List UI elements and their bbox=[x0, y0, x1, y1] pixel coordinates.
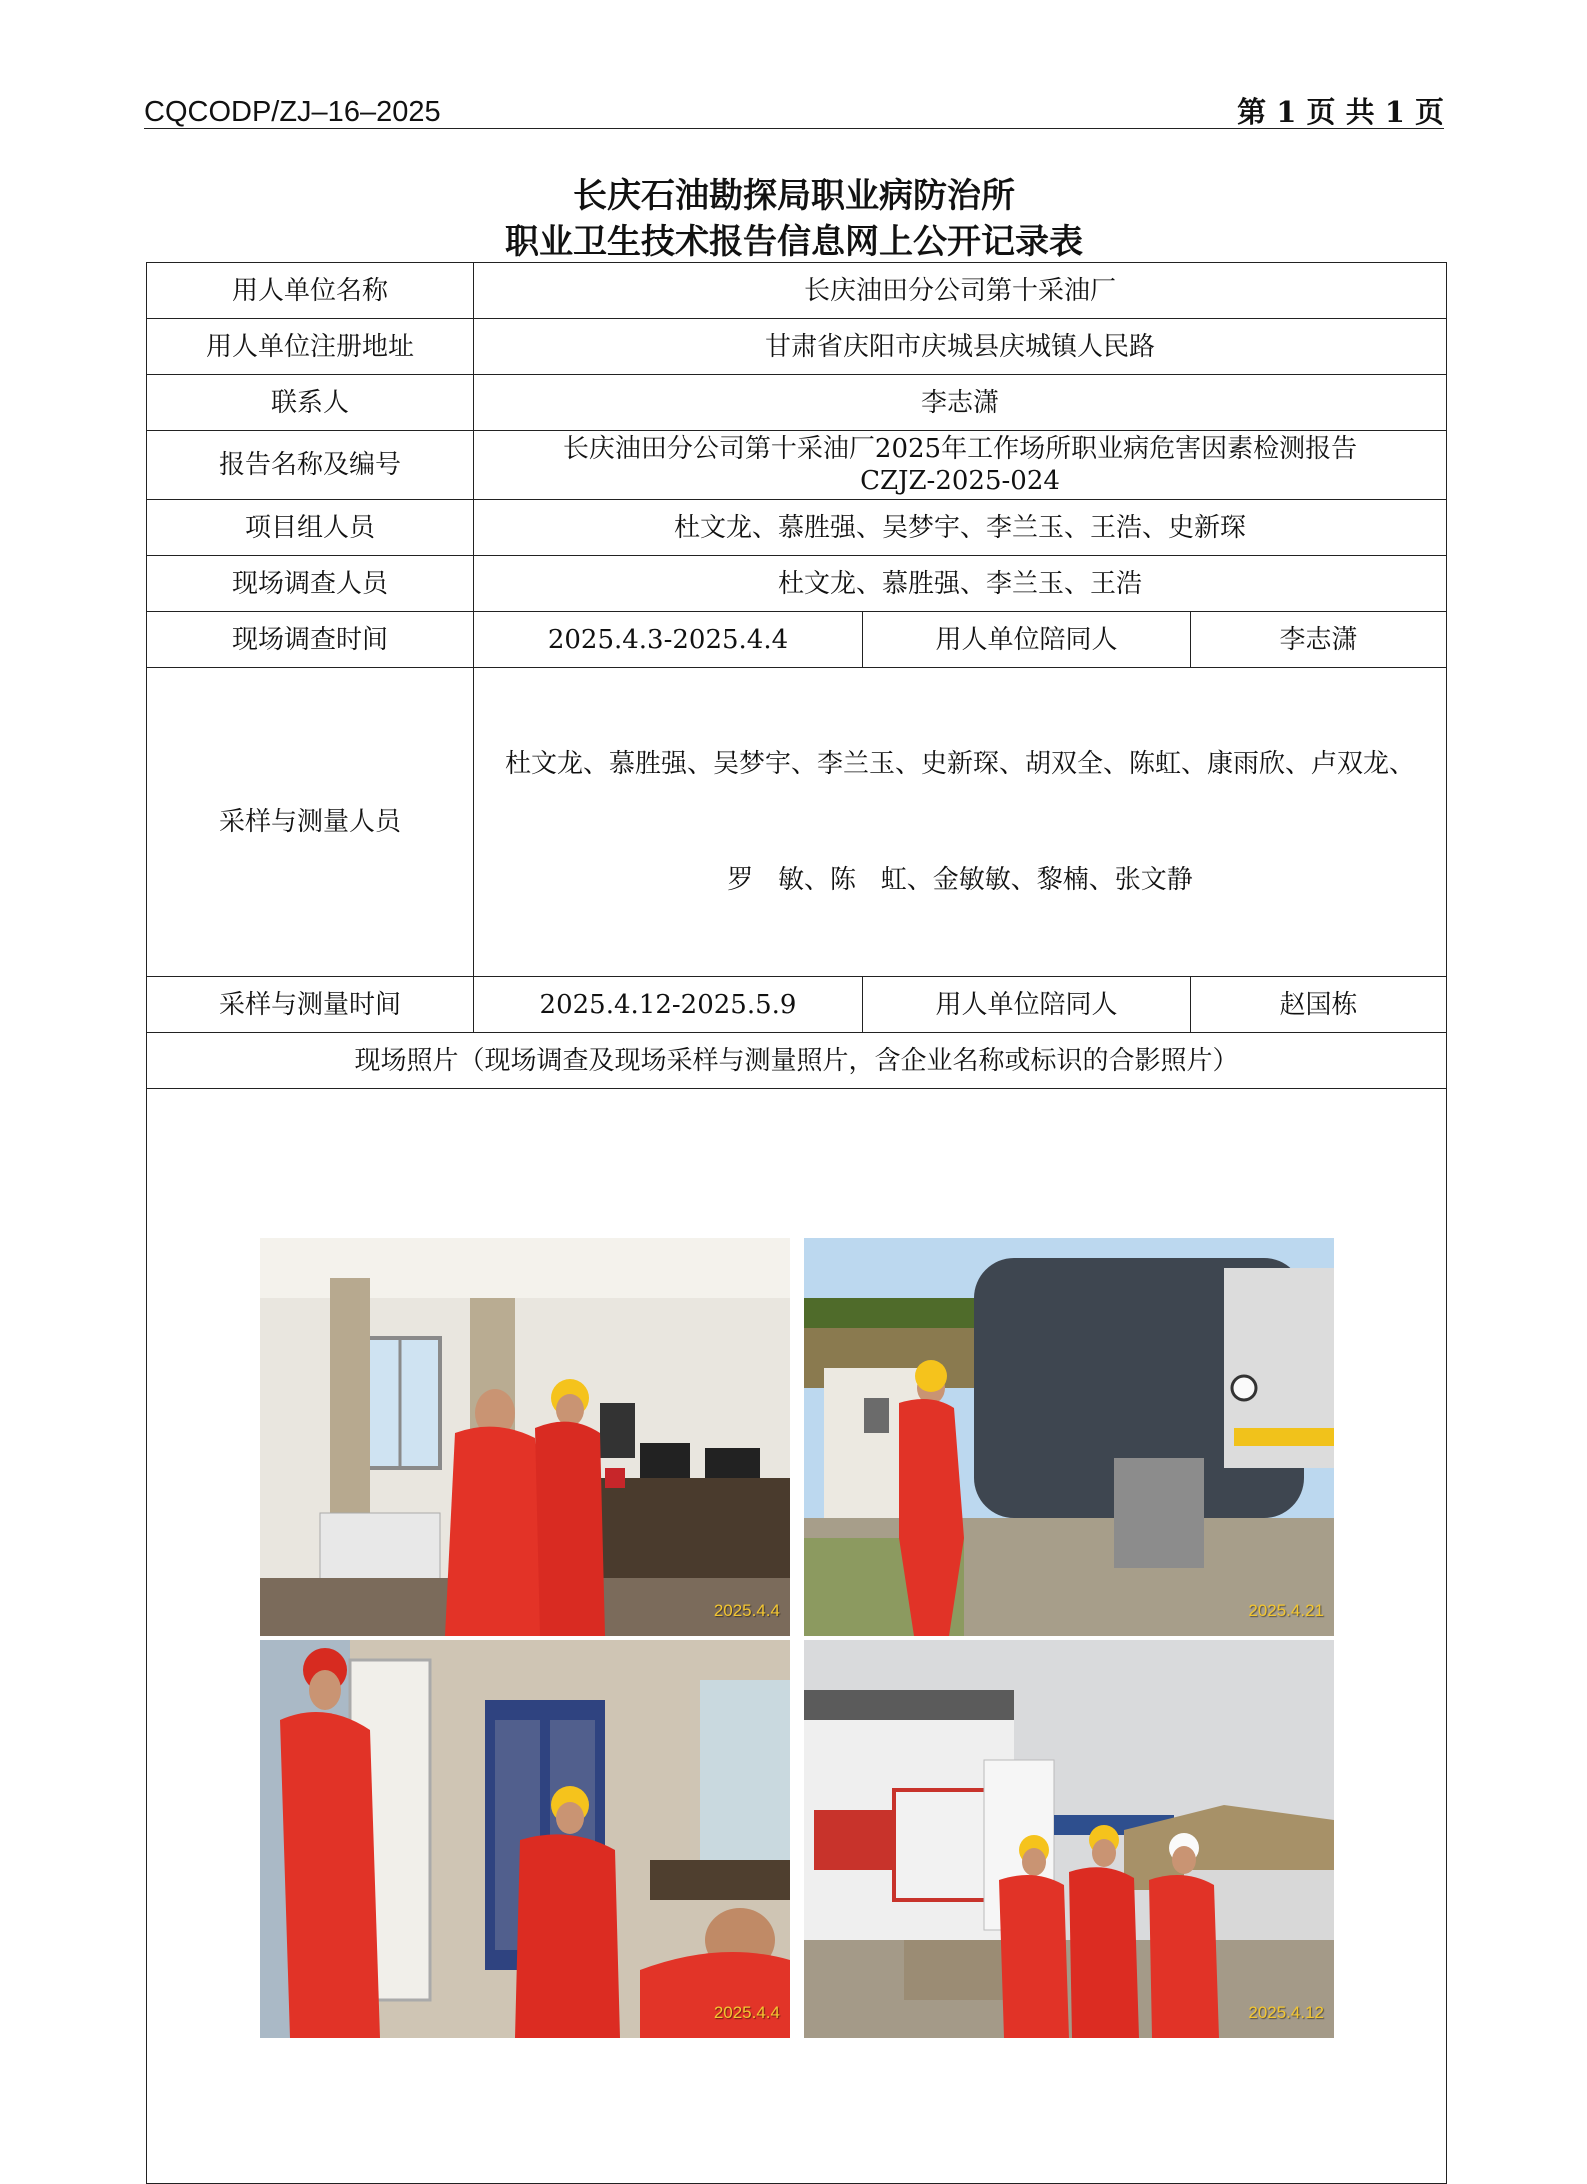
employer-name-value: 长庆油田分公司第十采油厂 bbox=[474, 263, 1447, 319]
address-label: 用人单位注册地址 bbox=[147, 319, 474, 375]
site-photo-equipment bbox=[804, 1238, 1334, 1636]
contact-label: 联系人 bbox=[147, 375, 474, 431]
contact-value: 李志潇 bbox=[474, 375, 1447, 431]
office-scene-image bbox=[260, 1238, 790, 1636]
team-label: 项目组人员 bbox=[147, 500, 474, 556]
site-photo-office bbox=[260, 1238, 790, 1636]
photo-date: 2025.4.21 bbox=[1248, 1601, 1324, 1620]
guardroom-scene-image bbox=[260, 1640, 790, 2038]
table-row bbox=[147, 556, 1447, 612]
table-row bbox=[147, 263, 1447, 319]
table-row bbox=[147, 1033, 1447, 1089]
sampling-staff-line1: 杜文龙、慕胜强、吴梦宇、李兰玉、史新琛、胡双全、陈虹、康雨欣、卢双龙、 bbox=[505, 749, 1416, 779]
document-title-line2: 职业卫生技术报告信息网上公开记录表 bbox=[505, 222, 1083, 262]
sampling-staff-line2: 罗 敏、陈 虹、金敏敏、黎楠、张文静 bbox=[727, 865, 1193, 895]
survey-time-value: 2025.4.3-2025.4.4 bbox=[474, 612, 863, 668]
site-photo-guardroom bbox=[260, 1640, 790, 2038]
report-value bbox=[474, 431, 1447, 500]
photos-cell bbox=[147, 1089, 1447, 2184]
employer-name-label: 用人单位名称 bbox=[147, 263, 474, 319]
table-row bbox=[147, 500, 1447, 556]
photos-label: 现场照片（现场调查及现场采样与测量照片，含企业名称或标识的合影照片） bbox=[147, 1033, 1447, 1089]
report-code: CZJZ-2025-024 bbox=[860, 466, 1060, 496]
page-number: 第 1 页 共 1 页 bbox=[1237, 95, 1444, 129]
document-title-line1: 长庆石油勘探局职业病防治所 bbox=[573, 176, 1015, 216]
table-row bbox=[147, 977, 1447, 1033]
table-row bbox=[147, 668, 1447, 977]
table-row bbox=[147, 319, 1447, 375]
survey-escort-value: 李志潇 bbox=[1191, 612, 1447, 668]
sampling-time-value: 2025.4.12-2025.5.9 bbox=[474, 977, 863, 1033]
table-row bbox=[147, 1089, 1447, 2184]
photo-grid bbox=[260, 1238, 1334, 2038]
photo-date: 2025.4.4 bbox=[713, 2003, 780, 2022]
sampling-escort-value: 赵国栋 bbox=[1191, 977, 1447, 1033]
survey-staff-label: 现场调查人员 bbox=[147, 556, 474, 612]
group-scene-image bbox=[804, 1640, 1334, 2038]
table-row bbox=[147, 612, 1447, 668]
table-row bbox=[147, 431, 1447, 500]
sampling-time-label: 采样与测量时间 bbox=[147, 977, 474, 1033]
equipment-scene-image bbox=[804, 1238, 1334, 1636]
sampling-staff-label: 采样与测量人员 bbox=[147, 668, 474, 977]
address-value: 甘肃省庆阳市庆城县庆城镇人民路 bbox=[474, 319, 1447, 375]
survey-escort-label: 用人单位陪同人 bbox=[863, 612, 1191, 668]
team-value: 杜文龙、慕胜强、吴梦宇、李兰玉、王浩、史新琛 bbox=[474, 500, 1447, 556]
report-name: 长庆油田分公司第十采油厂2025年工作场所职业病危害因素检测报告 bbox=[562, 434, 1358, 464]
table-row bbox=[147, 375, 1447, 431]
document-code: CQCODP/ZJ–16–2025 bbox=[144, 96, 441, 128]
report-label: 报告名称及编号 bbox=[147, 431, 474, 500]
survey-staff-value: 杜文龙、慕胜强、李兰玉、王浩 bbox=[474, 556, 1447, 612]
sampling-escort-label: 用人单位陪同人 bbox=[863, 977, 1191, 1033]
photo-date: 2025.4.12 bbox=[1248, 2003, 1324, 2022]
photo-date: 2025.4.4 bbox=[713, 1601, 780, 1620]
page-header bbox=[144, 96, 1444, 129]
sampling-staff-value bbox=[474, 668, 1447, 977]
survey-time-label: 现场调查时间 bbox=[147, 612, 474, 668]
site-photo-group bbox=[804, 1640, 1334, 2038]
record-table bbox=[146, 262, 1447, 2184]
